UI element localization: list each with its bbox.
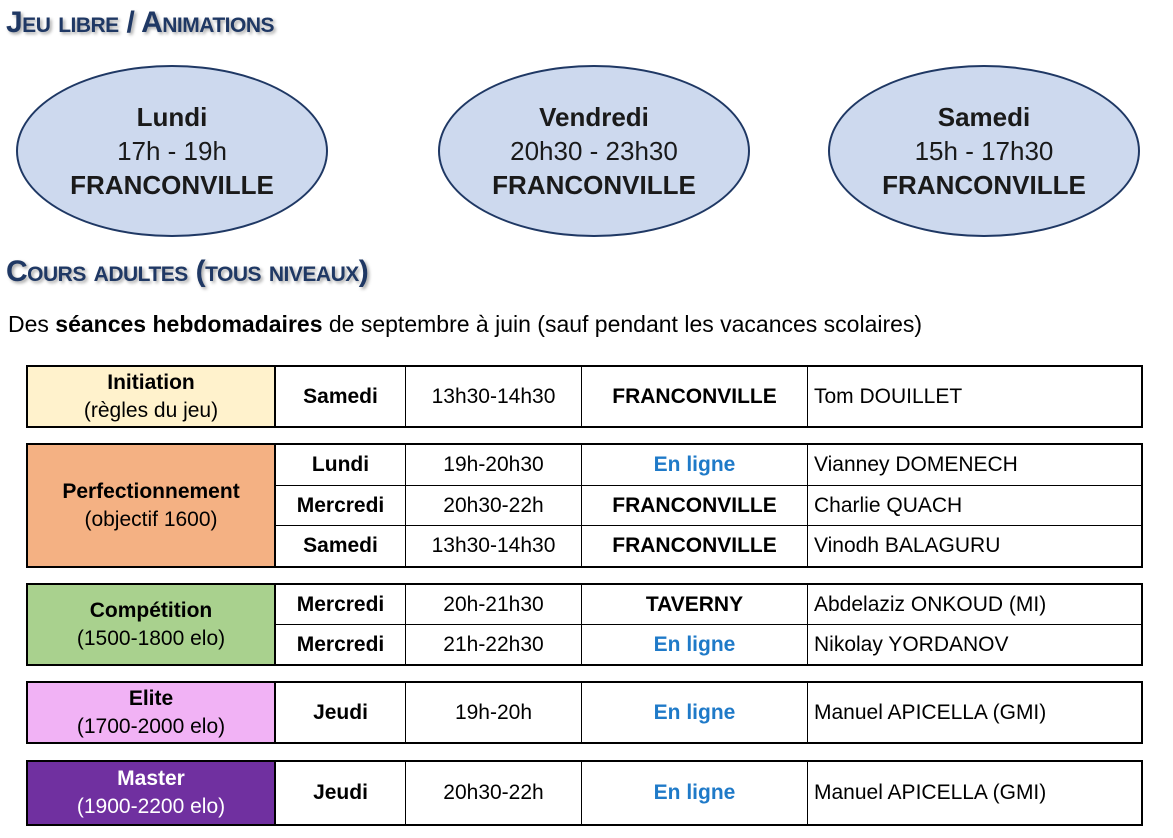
level-name: Initiation	[107, 370, 195, 394]
session-coach: Manuel APICELLA (GMI)	[807, 762, 1141, 824]
table-row	[276, 624, 1141, 664]
level-sub: (1700-2000 elo)	[76, 714, 226, 738]
session-place: FRANCONVILLE	[581, 486, 807, 526]
session-place-online-link[interactable]: En ligne	[581, 683, 807, 742]
session-place-online-link[interactable]: En ligne	[581, 625, 807, 664]
session-time: 20h30-22h	[405, 762, 581, 824]
level-cell	[28, 445, 276, 566]
free-play-time: 17h - 19h	[117, 136, 227, 166]
level-sub: (règles du jeu)	[83, 398, 219, 422]
session-coach: Vianney DOMENECH	[807, 445, 1141, 485]
free-play-day: Samedi	[937, 102, 1031, 132]
session-time: 13h30-14h30	[405, 367, 581, 426]
intro-text-after: de septembre à juin (sauf pendant les vacances scolaires)	[322, 311, 923, 337]
session-day: Mercredi	[296, 632, 385, 656]
session-day: Jeudi	[313, 781, 368, 804]
free-play-place: FRANCONVILLE	[882, 170, 1086, 200]
session-day: Mercredi	[296, 592, 385, 616]
course-block-competition	[26, 583, 1143, 666]
level-name: Elite	[128, 686, 174, 710]
level-cell	[28, 367, 276, 426]
session-coach: Abdelaziz ONKOUD (MI)	[807, 585, 1141, 624]
level-name: Master	[117, 767, 185, 790]
course-block-elite	[26, 681, 1143, 744]
session-time: 13h30-14h30	[405, 526, 581, 566]
table-row	[276, 585, 1141, 624]
level-sub: (1900-2200 elo)	[76, 795, 226, 818]
free-play-place: FRANCONVILLE	[492, 170, 696, 200]
session-place-online-link[interactable]: En ligne	[581, 762, 807, 824]
level-cell	[28, 683, 276, 742]
course-block-perfectionnement	[26, 443, 1143, 568]
level-name: Perfectionnement	[62, 479, 240, 503]
free-play-heading: Jeu libre / Animations	[6, 6, 275, 39]
courses-intro	[8, 311, 922, 338]
session-day: Jeudi	[313, 700, 368, 724]
table-row	[276, 485, 1141, 526]
session-day: Lundi	[311, 452, 370, 476]
courses-heading: Cours adultes (tous niveaux)	[6, 255, 369, 288]
table-row	[276, 445, 1141, 485]
free-play-time: 15h - 17h30	[914, 136, 1054, 166]
session-time: 19h-20h	[405, 683, 581, 742]
free-play-time: 20h30 - 23h30	[510, 136, 678, 166]
session-time: 20h30-22h	[405, 486, 581, 526]
free-play-day: Vendredi	[539, 102, 649, 132]
session-time: 19h-20h30	[405, 445, 581, 485]
session-place: FRANCONVILLE	[581, 367, 807, 426]
session-day: Mercredi	[296, 493, 385, 517]
level-cell	[28, 585, 276, 664]
session-time: 21h-22h30	[405, 625, 581, 664]
free-play-friday	[438, 65, 750, 237]
session-coach: Nikolay YORDANOV	[807, 625, 1141, 664]
free-play-saturday	[828, 65, 1140, 237]
session-time: 20h-21h30	[405, 585, 581, 624]
session-place: TAVERNY	[581, 585, 807, 624]
level-cell	[28, 762, 276, 824]
course-block-master	[26, 760, 1143, 826]
session-place-online-link[interactable]: En ligne	[581, 445, 807, 485]
level-name: Compétition	[89, 598, 213, 622]
intro-text-before: Des	[8, 311, 56, 337]
table-row	[276, 525, 1141, 566]
table-row	[276, 367, 1141, 426]
session-coach: Tom DOUILLET	[807, 367, 1141, 426]
intro-text-bold: séances hebdomadaires	[55, 311, 323, 337]
level-sub: (1500-1800 elo)	[76, 626, 226, 650]
session-day: Samedi	[303, 384, 378, 408]
course-block-initiation	[26, 365, 1143, 428]
session-place: FRANCONVILLE	[581, 526, 807, 566]
table-row	[276, 762, 1141, 824]
session-day: Samedi	[303, 534, 378, 558]
session-coach: Manuel APICELLA (GMI)	[807, 683, 1141, 742]
session-coach: Vinodh BALAGURU	[807, 526, 1141, 566]
free-play-day: Lundi	[136, 102, 208, 132]
free-play-place: FRANCONVILLE	[70, 170, 274, 200]
level-sub: (objectif 1600)	[84, 507, 218, 531]
session-coach: Charlie QUACH	[807, 486, 1141, 526]
free-play-monday	[16, 65, 328, 237]
table-row	[276, 683, 1141, 742]
